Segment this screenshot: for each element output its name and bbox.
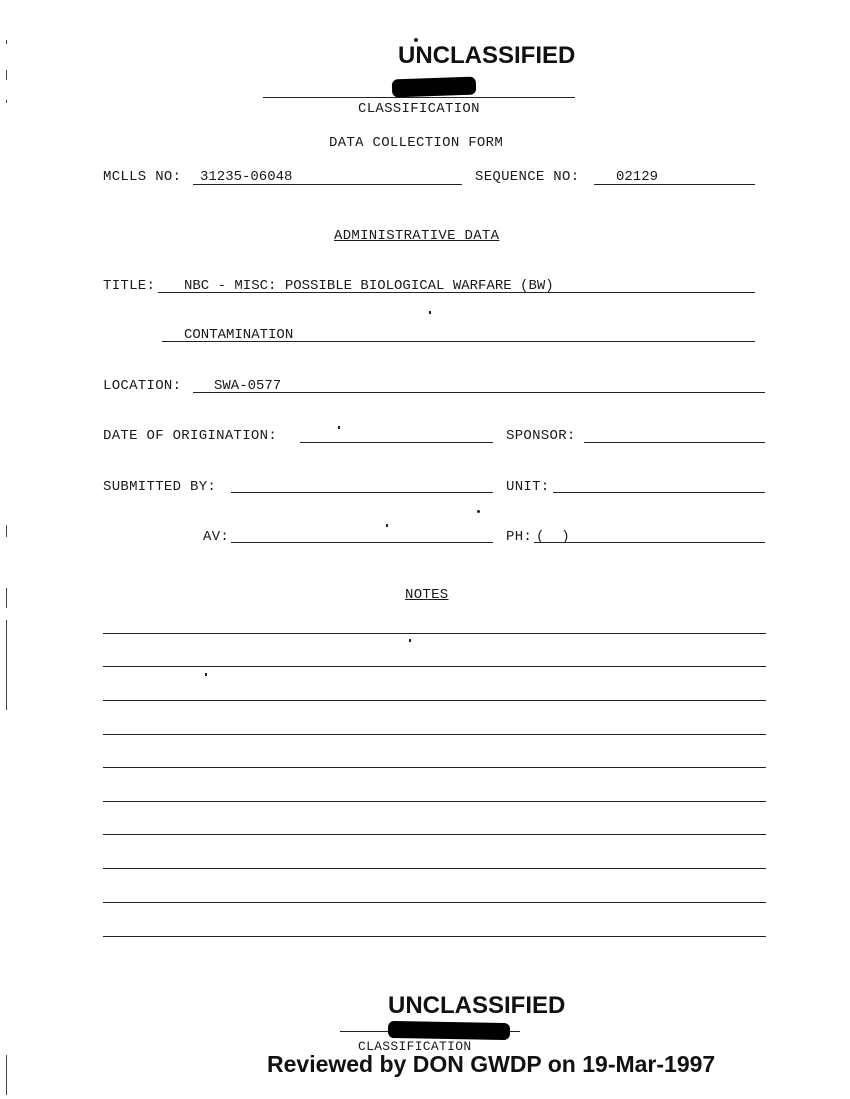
- review-stamp: Reviewed by DON GWDP on 19-Mar-1997: [267, 1051, 716, 1077]
- av-field-line: [231, 542, 493, 543]
- top-classification-banner: UNCLASSIFIED: [398, 42, 576, 69]
- top-classification-label: CLASSIFICATION: [358, 101, 480, 117]
- speck: [414, 38, 418, 42]
- title-value: NBC - MISC: POSSIBLE BIOLOGICAL WARFARE (BW): [184, 278, 554, 294]
- date-field-line: [300, 442, 493, 443]
- speck: [338, 426, 340, 429]
- redaction-block: [392, 77, 477, 98]
- mclls-label: MCLLS NO:: [103, 169, 182, 185]
- submitted-by-field-line: [231, 492, 493, 493]
- sequence-value: 02129: [616, 169, 659, 185]
- ph-label: PH:: [506, 529, 533, 545]
- redaction-block: [388, 1021, 510, 1040]
- ph-value: ( ): [536, 529, 570, 545]
- ph-field-line: [534, 542, 765, 543]
- notes-line: [103, 936, 766, 937]
- sponsor-field-line: [584, 442, 765, 443]
- form-title: DATA COLLECTION FORM: [329, 135, 504, 151]
- sponsor-label: SPONSOR:: [506, 428, 576, 444]
- notes-line: [103, 666, 766, 667]
- unit-label: UNIT:: [506, 479, 550, 495]
- title-cont-field-line: [162, 341, 755, 342]
- speck: [429, 311, 431, 314]
- bottom-classification-banner: UNCLASSIFIED: [388, 992, 566, 1019]
- scan-edge-mark: [6, 100, 7, 103]
- notes-line: [103, 868, 766, 869]
- notes-line: [103, 734, 766, 735]
- title-value-continued: CONTAMINATION: [184, 327, 294, 343]
- title-label: TITLE:: [103, 278, 156, 294]
- date-of-origination-label: DATE OF ORIGINATION:: [103, 428, 278, 444]
- notes-line: [103, 801, 766, 802]
- mclls-value: 31235-06048: [200, 169, 293, 185]
- sequence-field-line: [594, 184, 755, 185]
- speck: [386, 524, 388, 527]
- speck: [205, 673, 207, 676]
- scan-edge-mark: [6, 525, 7, 537]
- location-value: SWA-0577: [214, 378, 282, 394]
- scan-edge-mark: [6, 588, 7, 608]
- classification-line: [263, 97, 575, 98]
- mclls-field-line: [193, 184, 462, 185]
- notes-title: NOTES: [405, 587, 449, 603]
- notes-line: [103, 700, 766, 701]
- speck: [409, 639, 411, 642]
- scan-edge-mark: [6, 620, 7, 710]
- sequence-label: SEQUENCE NO:: [475, 169, 580, 185]
- notes-line: [103, 633, 766, 634]
- av-label: AV:: [203, 529, 230, 545]
- title-field-line: [158, 292, 755, 293]
- scan-edge-mark: [6, 40, 7, 44]
- notes-line: [103, 902, 766, 903]
- submitted-by-label: SUBMITTED BY:: [103, 479, 217, 495]
- speck: [477, 510, 480, 513]
- admin-section-title: ADMINISTRATIVE DATA: [334, 228, 500, 244]
- unit-field-line: [553, 492, 765, 493]
- notes-line: [103, 834, 766, 835]
- scan-edge-mark: [6, 1055, 7, 1095]
- notes-line: [103, 767, 766, 768]
- location-field-line: [193, 392, 765, 393]
- location-label: LOCATION:: [103, 378, 182, 394]
- scan-edge-mark: [6, 70, 7, 80]
- bottom-classification-label: CLASSIFICATION: [358, 1039, 472, 1054]
